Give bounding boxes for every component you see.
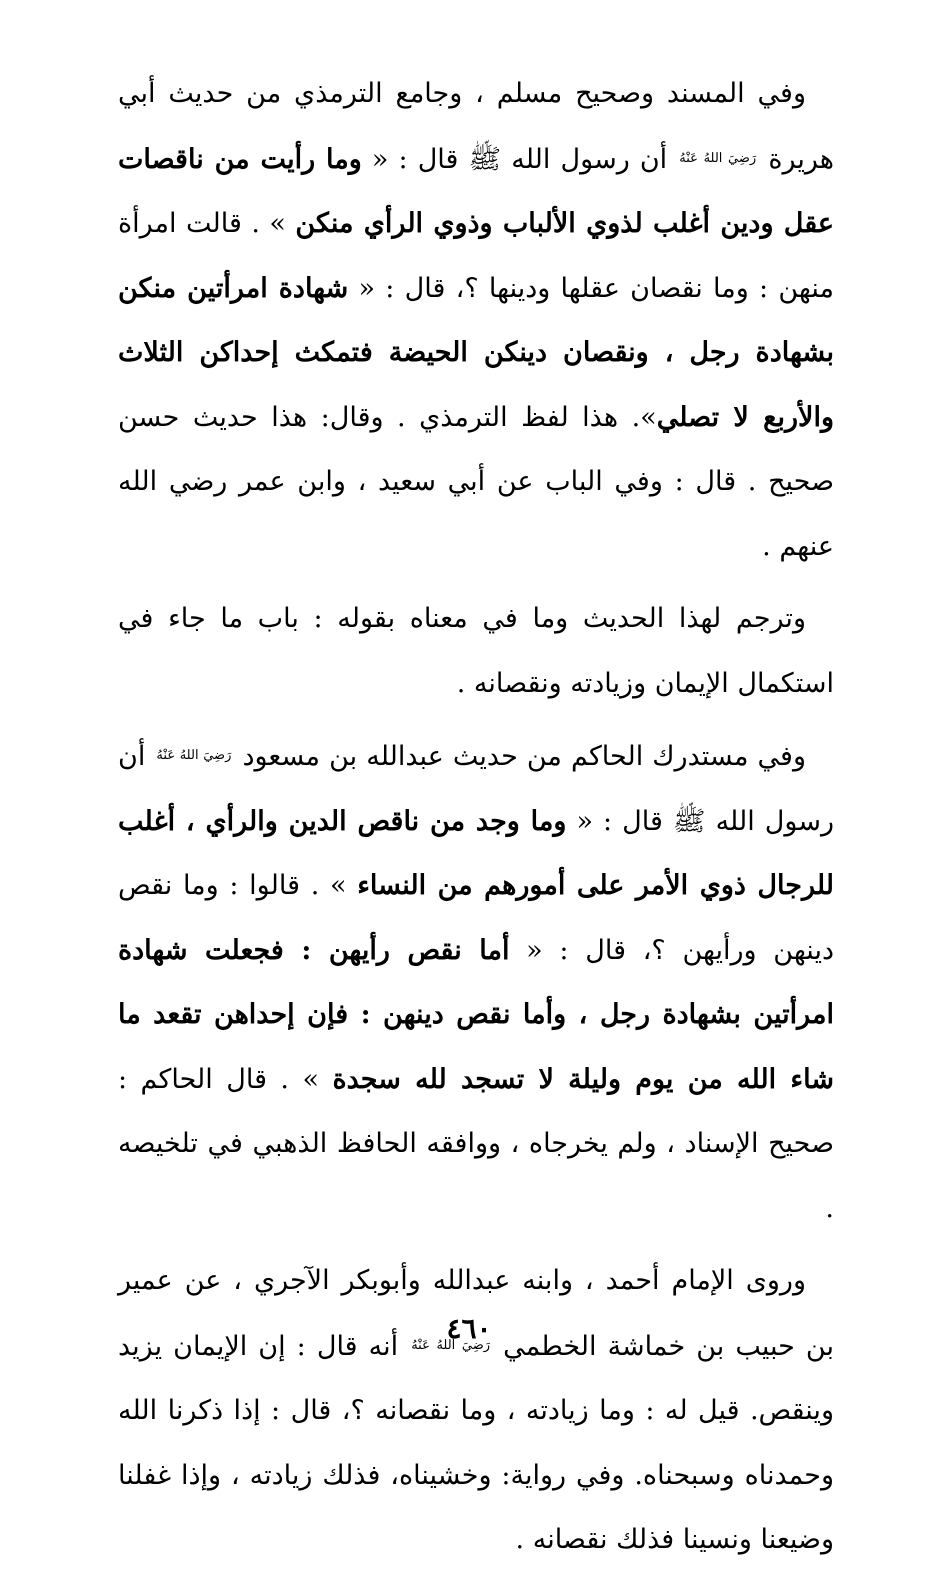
hadith-quote: وما رأيت من ناقصات عقل ودين أغلب لذوي الألباب وذوي الرأي منكن <box>118 143 835 239</box>
text-run: » . قالت امرأة منهن : وما نقصان عقلها ودينها ؟، قال : « <box>118 208 834 304</box>
honorific: رَضِيَ اللهُ عَنْهُ <box>411 1337 491 1353</box>
paragraph-3 <box>118 724 834 1241</box>
text-run: وفي المسند وصحيح مسلم ، وجامع الترمذي من حديث أبي هريرة <box>118 78 835 175</box>
paragraph-1 <box>118 62 834 579</box>
hadith-quote: وما وجد من ناقص الدين والرأي ، أغلب للرجال ذوي الأمر على أمورهم من النساء <box>118 805 835 901</box>
text-run: » . قالوا : وما نقص دينهن ورأيهن ؟، قال : « <box>118 870 834 966</box>
text-run: أن رسول الله ﷺ قال : « <box>118 741 834 837</box>
page-body <box>118 62 834 1573</box>
text-run: ». هذا لفظ الترمذي . وقال: هذا حديث حسن صحيح . قال : وفي الباب عن أبي سعيد ، وابن عمر رضي الله عنهم . <box>118 401 834 562</box>
text-run: » . قال الحاكم : صحيح الإسناد ، ولم يخرجاه ، ووافقه الحافظ الذهبي في تلخيصه . <box>118 1063 834 1224</box>
honorific: رَضِيَ اللهُ عَنْهُ <box>156 748 232 763</box>
hadith-quote: شهادة امرأتين منكن بشهادة رجل ، ونقصان دينكن الحيضة فتمكث إحداكن الثلاث والأربع لا تصلي <box>118 272 834 433</box>
text-run: وترجم لهذا الحديث وما في معناه بقوله : باب ما جاء في استكمال الإيمان وزيادته ونقصانه . <box>118 603 834 699</box>
paragraph-2 <box>118 587 834 716</box>
text-run: وروى الإمام أحمد ، وابنه عبدالله وأبوبكر الآجري ، عن عمير بن حبيب بن خماشة الخطمي <box>118 1265 834 1362</box>
text-run: أنه قال : إن الإيمان يزيد وينقص. قيل له : وما زيادته ، وما نقصانه ؟، قال : إذا ذكرنا الله وحمدناه وسبحناه. وفي رواية: وخشيناه، فذلك زيادته ، وإذا غفلنا وضيعنا ونسينا فذلك نقصانه . <box>118 1330 834 1555</box>
text-run: أن رسول الله ﷺ قال : « <box>361 143 678 175</box>
honorific: رَضِيَ اللهُ عَنْهُ <box>679 150 757 166</box>
text-run: وفي مستدرك الحاكم من حديث عبدالله بن مسعود <box>233 741 806 772</box>
hadith-quote: أما نقص رأيهن : فجعلت شهادة امرأتين بشهادة رجل ، وأما نقص دينهن : فإن إحداهن تقعد ما شاء الله من يوم وليلة لا تسجد لله سجدة <box>118 934 834 1095</box>
paragraph-4 <box>118 1249 834 1573</box>
page-number: ٤٦٠ <box>446 1312 492 1345</box>
